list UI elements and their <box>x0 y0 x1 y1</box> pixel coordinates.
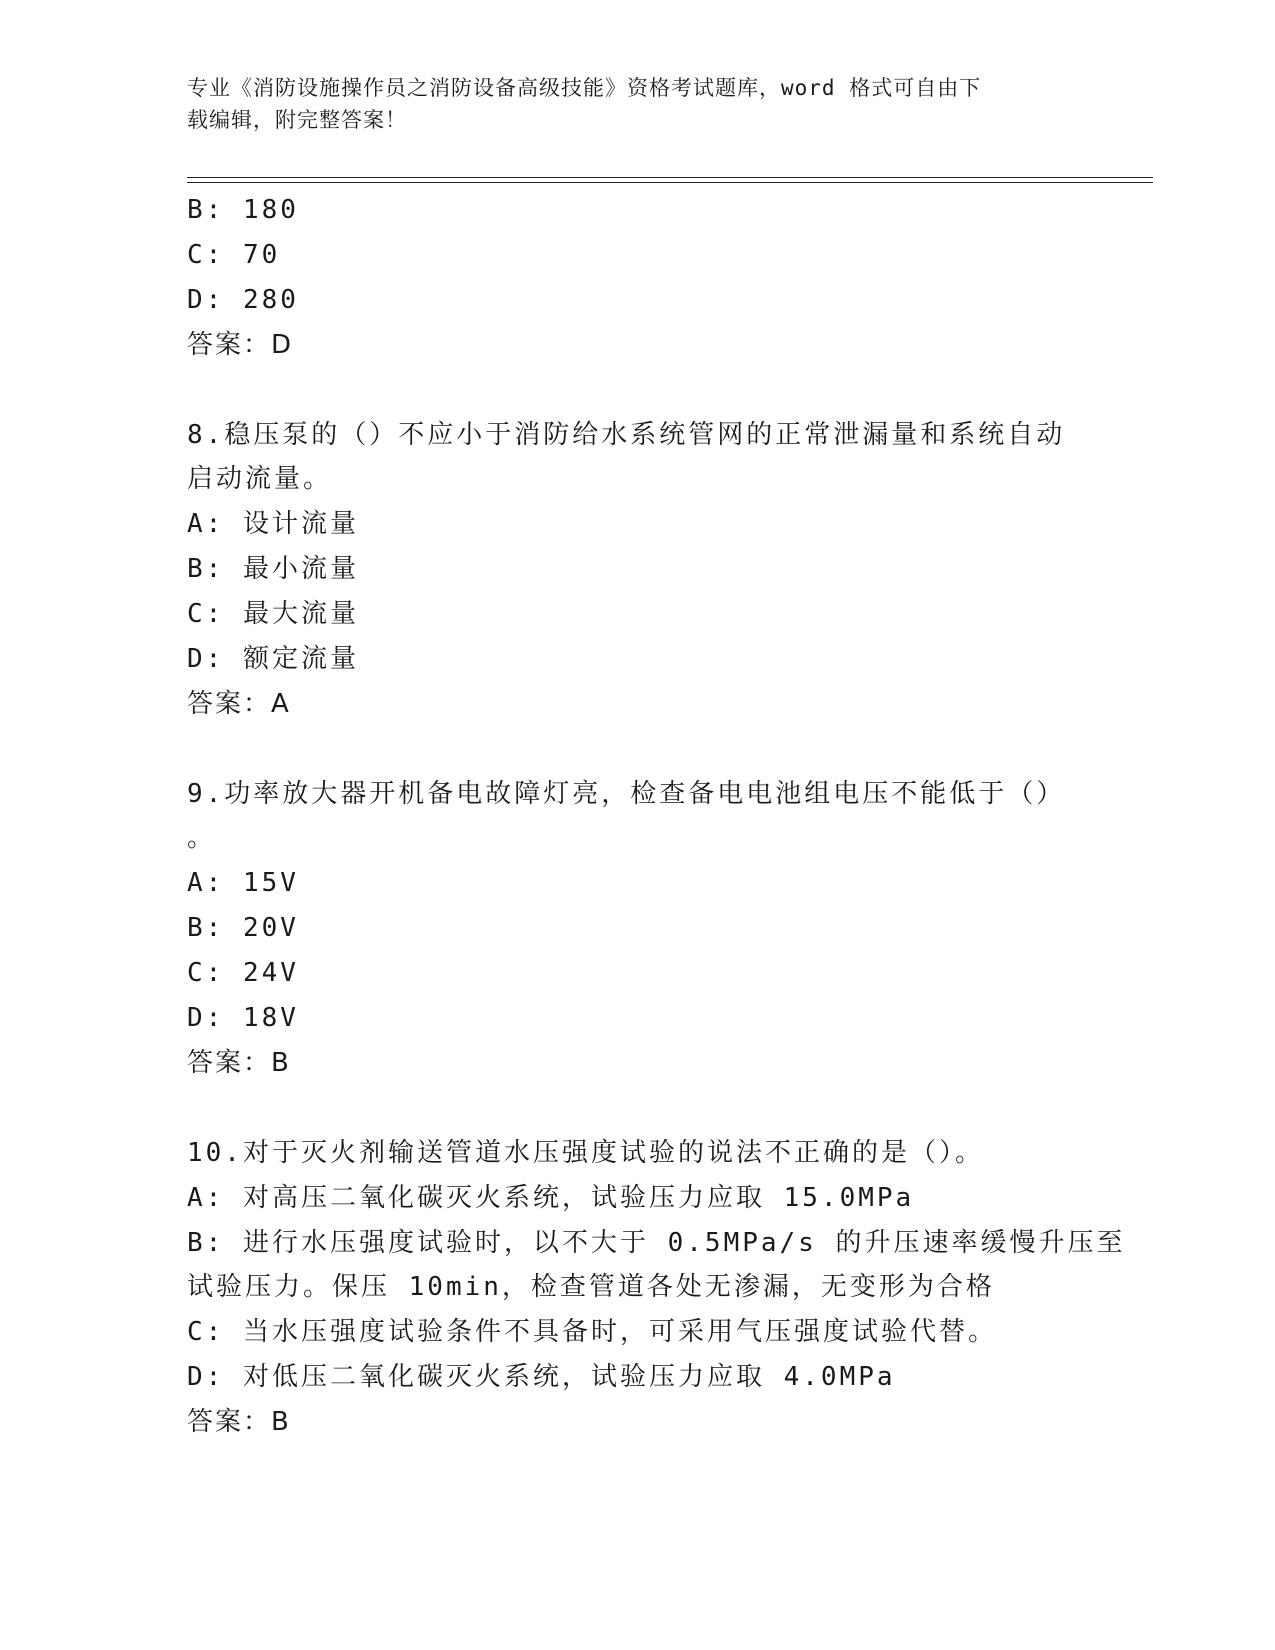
q8-option-a: A: 设计流量 <box>187 509 359 539</box>
q10-answer: 答案：B <box>187 1407 291 1437</box>
q8-option-d: D: 额定流量 <box>187 644 359 674</box>
q7-answer: 答案：D <box>187 330 294 360</box>
q9-stem-line-2: 。 <box>187 823 217 853</box>
q7-option-c: C: 70 <box>187 240 281 270</box>
q10-option-b-line-2: 试验压力。保压 10min，检查管道各处无渗漏，无变形为合格 <box>187 1272 995 1302</box>
q9-option-a: A: 15V <box>187 868 299 898</box>
header-line-2: 载编辑，附完整答案！ <box>187 108 407 132</box>
q9-option-d: D: 18V <box>187 1003 299 1033</box>
header-rule-top <box>187 177 1153 178</box>
q10-option-c: C: 当水压强度试验条件不具备时，可采用气压强度试验代替。 <box>187 1317 997 1347</box>
q7-option-b: B: 180 <box>187 195 299 225</box>
q10-stem: 10.对于灭火剂输送管道水压强度试验的说法不正确的是（）。 <box>187 1138 984 1168</box>
q8-stem-line-1: 8.稳压泵的（）不应小于消防给水系统管网的正常泄漏量和系统自动 <box>187 420 1066 450</box>
header-line-1: 专业《消防设施操作员之消防设备高级技能》资格考试题库，word 格式可自由下 <box>187 76 982 100</box>
q10-option-d: D: 对低压二氧化碳灭火系统，试验压力应取 4.0MPa <box>187 1362 896 1392</box>
q9-stem-line-1: 9.功率放大器开机备电故障灯亮，检查备电电池组电压不能低于（） <box>187 779 1066 809</box>
q8-stem-line-2: 启动流量。 <box>187 464 333 494</box>
q10-option-b-line-1: B: 进行水压强度试验时，以不大于 0.5MPa/s 的升压速率缓慢升压至 <box>187 1228 1126 1258</box>
q8-answer: 答案：A <box>187 689 291 719</box>
q8-option-c: C: 最大流量 <box>187 599 359 629</box>
page-header <box>187 72 1077 136</box>
q10-option-a: A: 对高压二氧化碳灭火系统，试验压力应取 15.0MPa <box>187 1183 915 1213</box>
header-rule-bottom <box>187 182 1153 183</box>
q7-option-d: D: 280 <box>187 285 299 315</box>
q9-answer: 答案：B <box>187 1048 291 1078</box>
q8-option-b: B: 最小流量 <box>187 554 359 584</box>
q9-option-b: B: 20V <box>187 913 299 943</box>
q9-option-c: C: 24V <box>187 958 299 988</box>
